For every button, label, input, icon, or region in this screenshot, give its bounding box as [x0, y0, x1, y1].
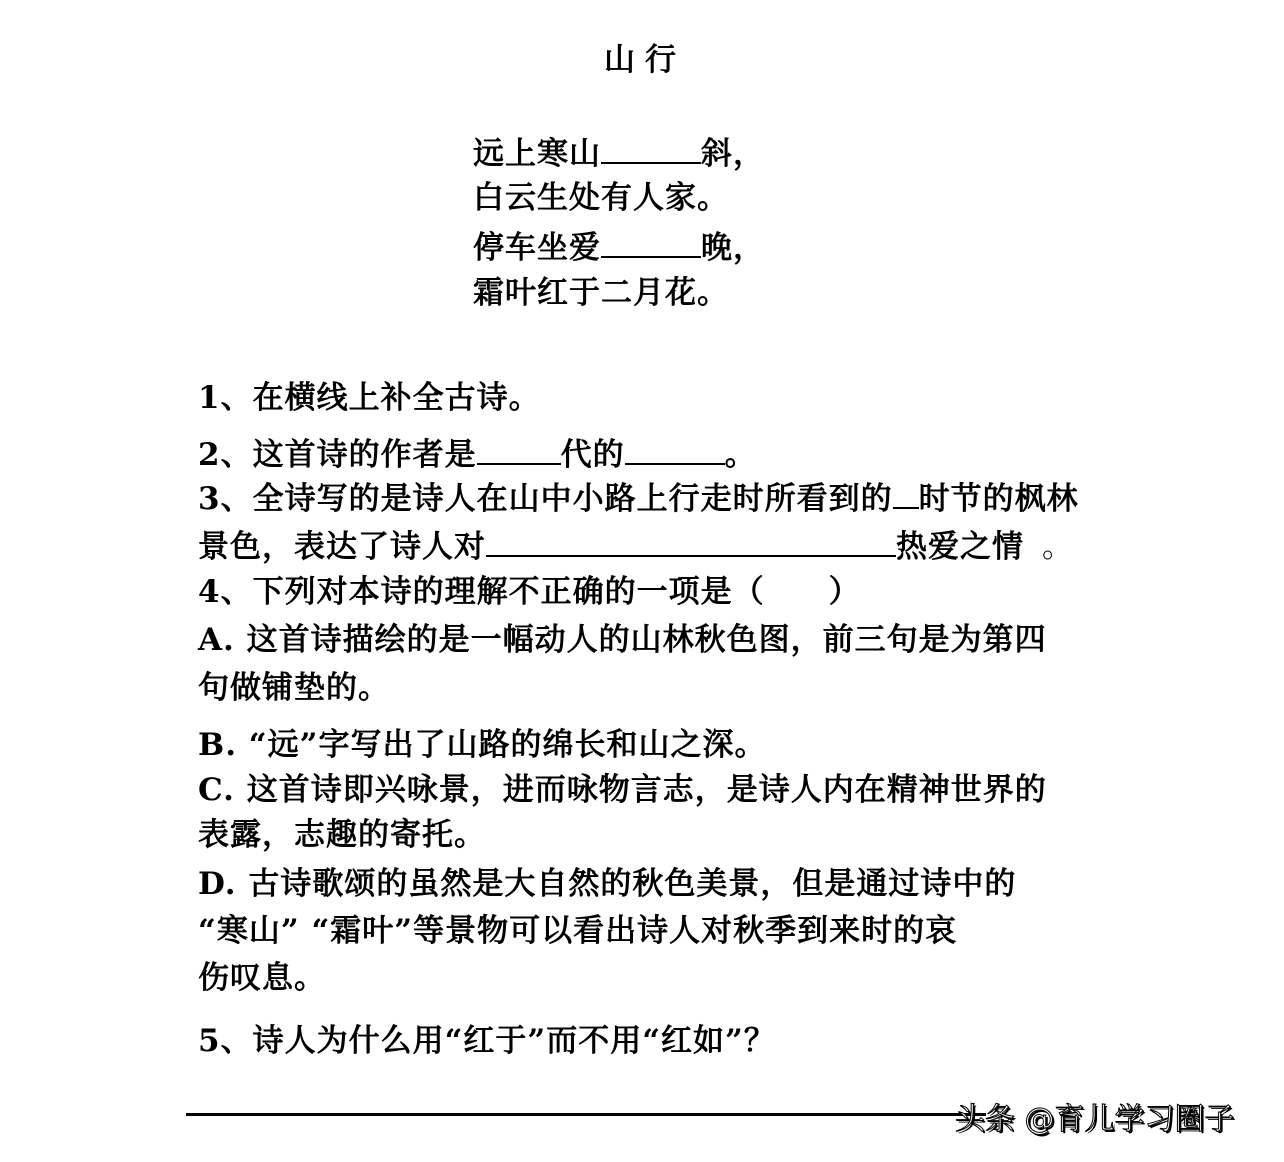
q-text: 时节的枫林 [918, 481, 1079, 517]
option-d-line-2: “寒山” “霜叶”等景物可以看出诗人对秋季到来时的哀 [198, 913, 958, 949]
q-text: 2、这首诗的作者是 [198, 437, 477, 473]
poem-text: 停车坐爱 [473, 230, 601, 266]
poem-line-4: 霜叶红于二月花。 [473, 275, 729, 311]
q-text: 。 [1042, 529, 1074, 565]
poem-line-2: 白云生处有人家。 [473, 180, 729, 216]
option-a-line-1: A. 这首诗描绘的是一幅动人的山林秋色图，前三句是为第四 [198, 622, 1047, 658]
answer-blank-author[interactable] [625, 433, 725, 465]
question-4: 4、下列对本诗的理解不正确的一项是（ ） [198, 574, 861, 610]
answer-blank-dynasty[interactable] [477, 433, 561, 465]
answer-blank-season[interactable] [893, 477, 919, 509]
question-5: 5、诗人为什么用“红于”而不用“红如”？ [198, 1023, 776, 1059]
poem-text: 斜， [701, 136, 765, 172]
poem-line-3 [473, 226, 765, 268]
q-text: 。 [724, 437, 757, 473]
option-c-line-2: 表露，志趣的寄托。 [198, 817, 486, 853]
question-3-line-1 [198, 477, 1079, 519]
poem-text: 远上寒山 [473, 136, 601, 172]
watermark: 头条 @育儿学习圈子 [955, 1102, 1235, 1137]
answer-line [186, 1113, 986, 1116]
option-b: B. “远”字写出了山路的绵长和山之深。 [198, 727, 767, 763]
q-text: 热爱之情 [896, 529, 1024, 565]
option-c-line-1: C. 这首诗即兴咏景，进而咏物言志，是诗人内在精神世界的 [198, 772, 1047, 808]
q-text: 代的 [560, 437, 625, 473]
answer-blank[interactable] [601, 226, 701, 258]
poem-text: 晚， [701, 230, 765, 266]
poem-line-1 [473, 132, 765, 174]
question-2 [198, 433, 757, 475]
option-a-line-2: 句做铺垫的。 [198, 670, 390, 706]
q-text: 3、全诗写的是诗人在山中小路上行走时所看到的 [198, 481, 893, 517]
answer-blank[interactable] [601, 132, 701, 164]
page-title: 山行 [604, 42, 686, 78]
q-text: 景色，表达了诗人对 [198, 529, 486, 565]
option-d-line-3: 伤叹息。 [198, 960, 326, 996]
question-1: 1、在横线上补全古诗。 [198, 380, 541, 416]
option-d-line-1: D. 古诗歌颂的虽然是大自然的秋色美景，但是通过诗中的 [198, 866, 1017, 902]
question-3-line-2 [198, 525, 1074, 567]
answer-blank-feeling[interactable] [486, 525, 896, 557]
